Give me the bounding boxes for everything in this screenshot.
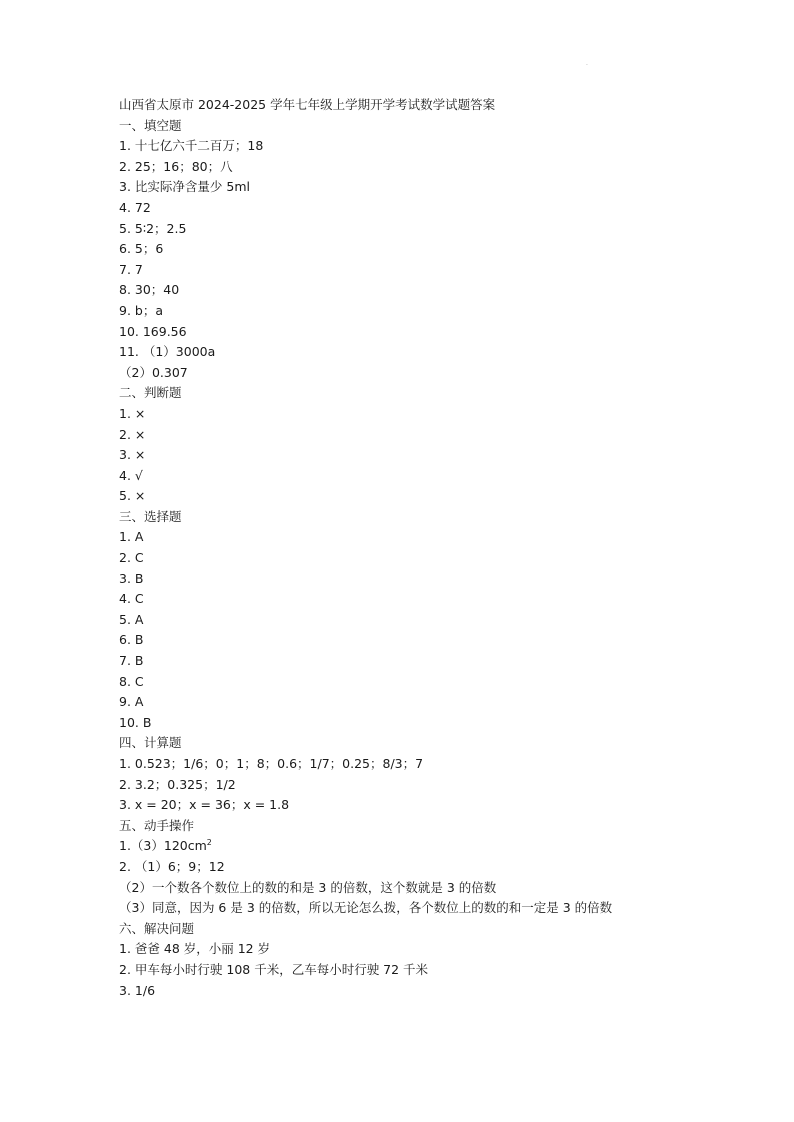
answer-line: 4. C xyxy=(119,591,144,607)
answer-line: 9. b；a xyxy=(119,302,163,318)
answer-line: （3）同意，因为 6 是 3 的倍数，所以无论怎么拨，各个数位上的数的和一定是 3 的倍数 xyxy=(119,900,613,916)
answer-line: 5. × xyxy=(119,488,146,504)
answer-line: 1. A xyxy=(119,529,144,545)
answer-line: 2. （1）6；9；12 xyxy=(119,858,225,874)
answer-line: 6. B xyxy=(119,632,144,648)
answer-line: 11. （1）3000a xyxy=(119,344,216,360)
answer-line: 2. 甲车每小时行驶 108 千米，乙车每小时行驶 72 千米 xyxy=(119,961,429,977)
answer-line: 5. A xyxy=(119,611,144,627)
answer-line: 10. B xyxy=(119,714,152,730)
answer-content xyxy=(119,95,719,1001)
answer-line: 2. 25；16；80；八 xyxy=(119,158,233,174)
answer-line: 3. x = 20；x = 36；x = 1.8 xyxy=(119,797,290,813)
answer-line: 2. × xyxy=(119,426,146,442)
section-heading-calculation: 四、计算题 xyxy=(119,735,182,751)
answer-line: 7. 7 xyxy=(119,261,143,277)
answer-line: （2）0.307 xyxy=(119,364,188,380)
answer-line: 2. 3.2；0.325；1/2 xyxy=(119,776,236,792)
answer-line: （2）一个数各个数位上的数的和是 3 的倍数，这个数就是 3 的倍数 xyxy=(119,879,497,895)
area-answer-text: 1.（3）120cm xyxy=(119,838,207,854)
answer-line: 2. C xyxy=(119,550,144,566)
answer-line: 3. 1/6 xyxy=(119,982,156,998)
answer-line: 6. 5；6 xyxy=(119,241,164,257)
answer-line: 4. √ xyxy=(119,467,143,483)
corner-mark: · xyxy=(586,62,588,69)
answer-line: 3. 比实际净含量少 5ml xyxy=(119,179,250,195)
answer-line: 1. × xyxy=(119,405,146,421)
answer-line: 5. 5∶2；2.5 xyxy=(119,220,187,236)
answer-line: 7. B xyxy=(119,653,144,669)
answer-line: 10. 169.56 xyxy=(119,323,187,339)
answer-line: 3. B xyxy=(119,570,144,586)
answer-line-area xyxy=(119,836,719,857)
answer-line: 1. 爸爸 48 岁，小丽 12 岁 xyxy=(119,941,271,957)
answer-line: 3. × xyxy=(119,447,146,463)
answer-line: 1. 0.523；1/6；0；1；8；0.6；1/7；0.25；8/3；7 xyxy=(119,756,424,771)
section-heading-problem-solving: 六、解决问题 xyxy=(119,920,195,936)
answer-line: 8. 30；40 xyxy=(119,282,180,298)
area-unit-superscript: 2 xyxy=(206,838,212,848)
answer-line: 1. 十七亿六千二百万；18 xyxy=(119,138,264,154)
section-heading-multiple-choice: 三、选择题 xyxy=(119,508,182,524)
section-heading-fill-blank: 一、填空题 xyxy=(119,117,182,133)
answer-line: 4. 72 xyxy=(119,199,151,215)
section-heading-true-false: 二、判断题 xyxy=(119,385,182,401)
section-heading-hands-on: 五、动手操作 xyxy=(119,817,195,833)
answer-line: 8. C xyxy=(119,673,144,689)
document-title: 山西省太原市 2024-2025 学年七年级上学期开学考试数学试题答案 xyxy=(119,97,496,112)
answer-line: 9. A xyxy=(119,694,144,710)
